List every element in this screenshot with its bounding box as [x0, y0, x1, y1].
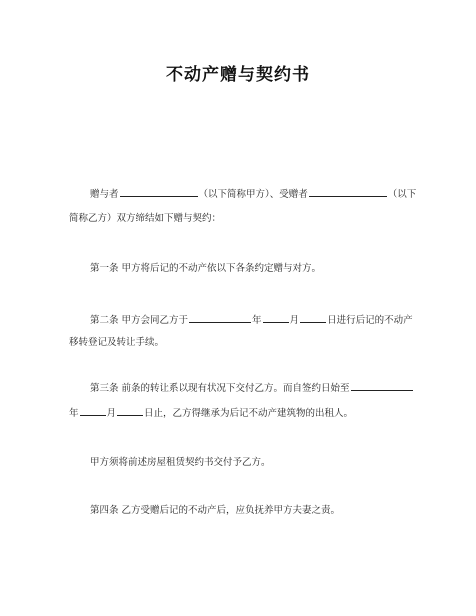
article-2-month-label: 月 [289, 315, 300, 326]
lease-handover [90, 456, 440, 470]
article-3-line-1 [90, 380, 440, 396]
article-3-year-blank [351, 380, 413, 391]
article-3-text-a: 第三条 前条的转让系以现有状况下交付乙方。而自签约日始至 [90, 383, 350, 394]
document-title: 不动产赠与契约书 [166, 65, 310, 85]
article-2-year-label: 年 [252, 315, 262, 326]
article-3-year-label: 年 [69, 408, 79, 419]
lease-handover-text: 甲方须将前述房屋租赁契约书交付予乙方。 [90, 457, 271, 468]
article-3-month-label: 月 [106, 408, 117, 419]
donee-label: （以下简称甲方）、受赠者 [198, 189, 308, 200]
article-2-line-1 [90, 312, 440, 328]
article-4 [90, 504, 440, 518]
article-2-line-2 [69, 336, 419, 350]
article-3-line-2 [69, 405, 419, 421]
article-3-day-blank [117, 405, 143, 416]
paragraph-parties-line-2 [69, 212, 419, 226]
paragraph-parties-line-1 [90, 186, 440, 202]
article-2-text-e: 移转登记及转让手续。 [69, 337, 165, 348]
article-2-month-blank [263, 312, 289, 323]
article-2-text-a: 第二条 甲方会同乙方于 [90, 315, 189, 326]
donee-blank [309, 186, 387, 197]
donor-blank [120, 186, 198, 197]
article-4-text: 第四条 乙方受赠后记的不动产后，应负抚养甲方夫妻之责。 [90, 505, 341, 516]
article-1 [90, 262, 440, 276]
article-1-text: 第一条 甲方将后记的不动产依以下各条约定赠与对方。 [90, 263, 322, 274]
parties-line-2-text: 简称乙方）双方缔结如下赠与契约： [69, 213, 222, 224]
article-3-month-blank [80, 405, 106, 416]
article-2-text-d: 日进行后记的不动产 [327, 315, 413, 326]
article-2-year-blank [189, 312, 251, 323]
parties-continuation: （以下 [387, 189, 417, 200]
article-3-text-d: 日止，乙方得继承为后记不动产建筑物的出租人。 [144, 408, 354, 419]
article-2-day-blank [300, 312, 326, 323]
donor-label: 赠与者 [90, 189, 119, 200]
